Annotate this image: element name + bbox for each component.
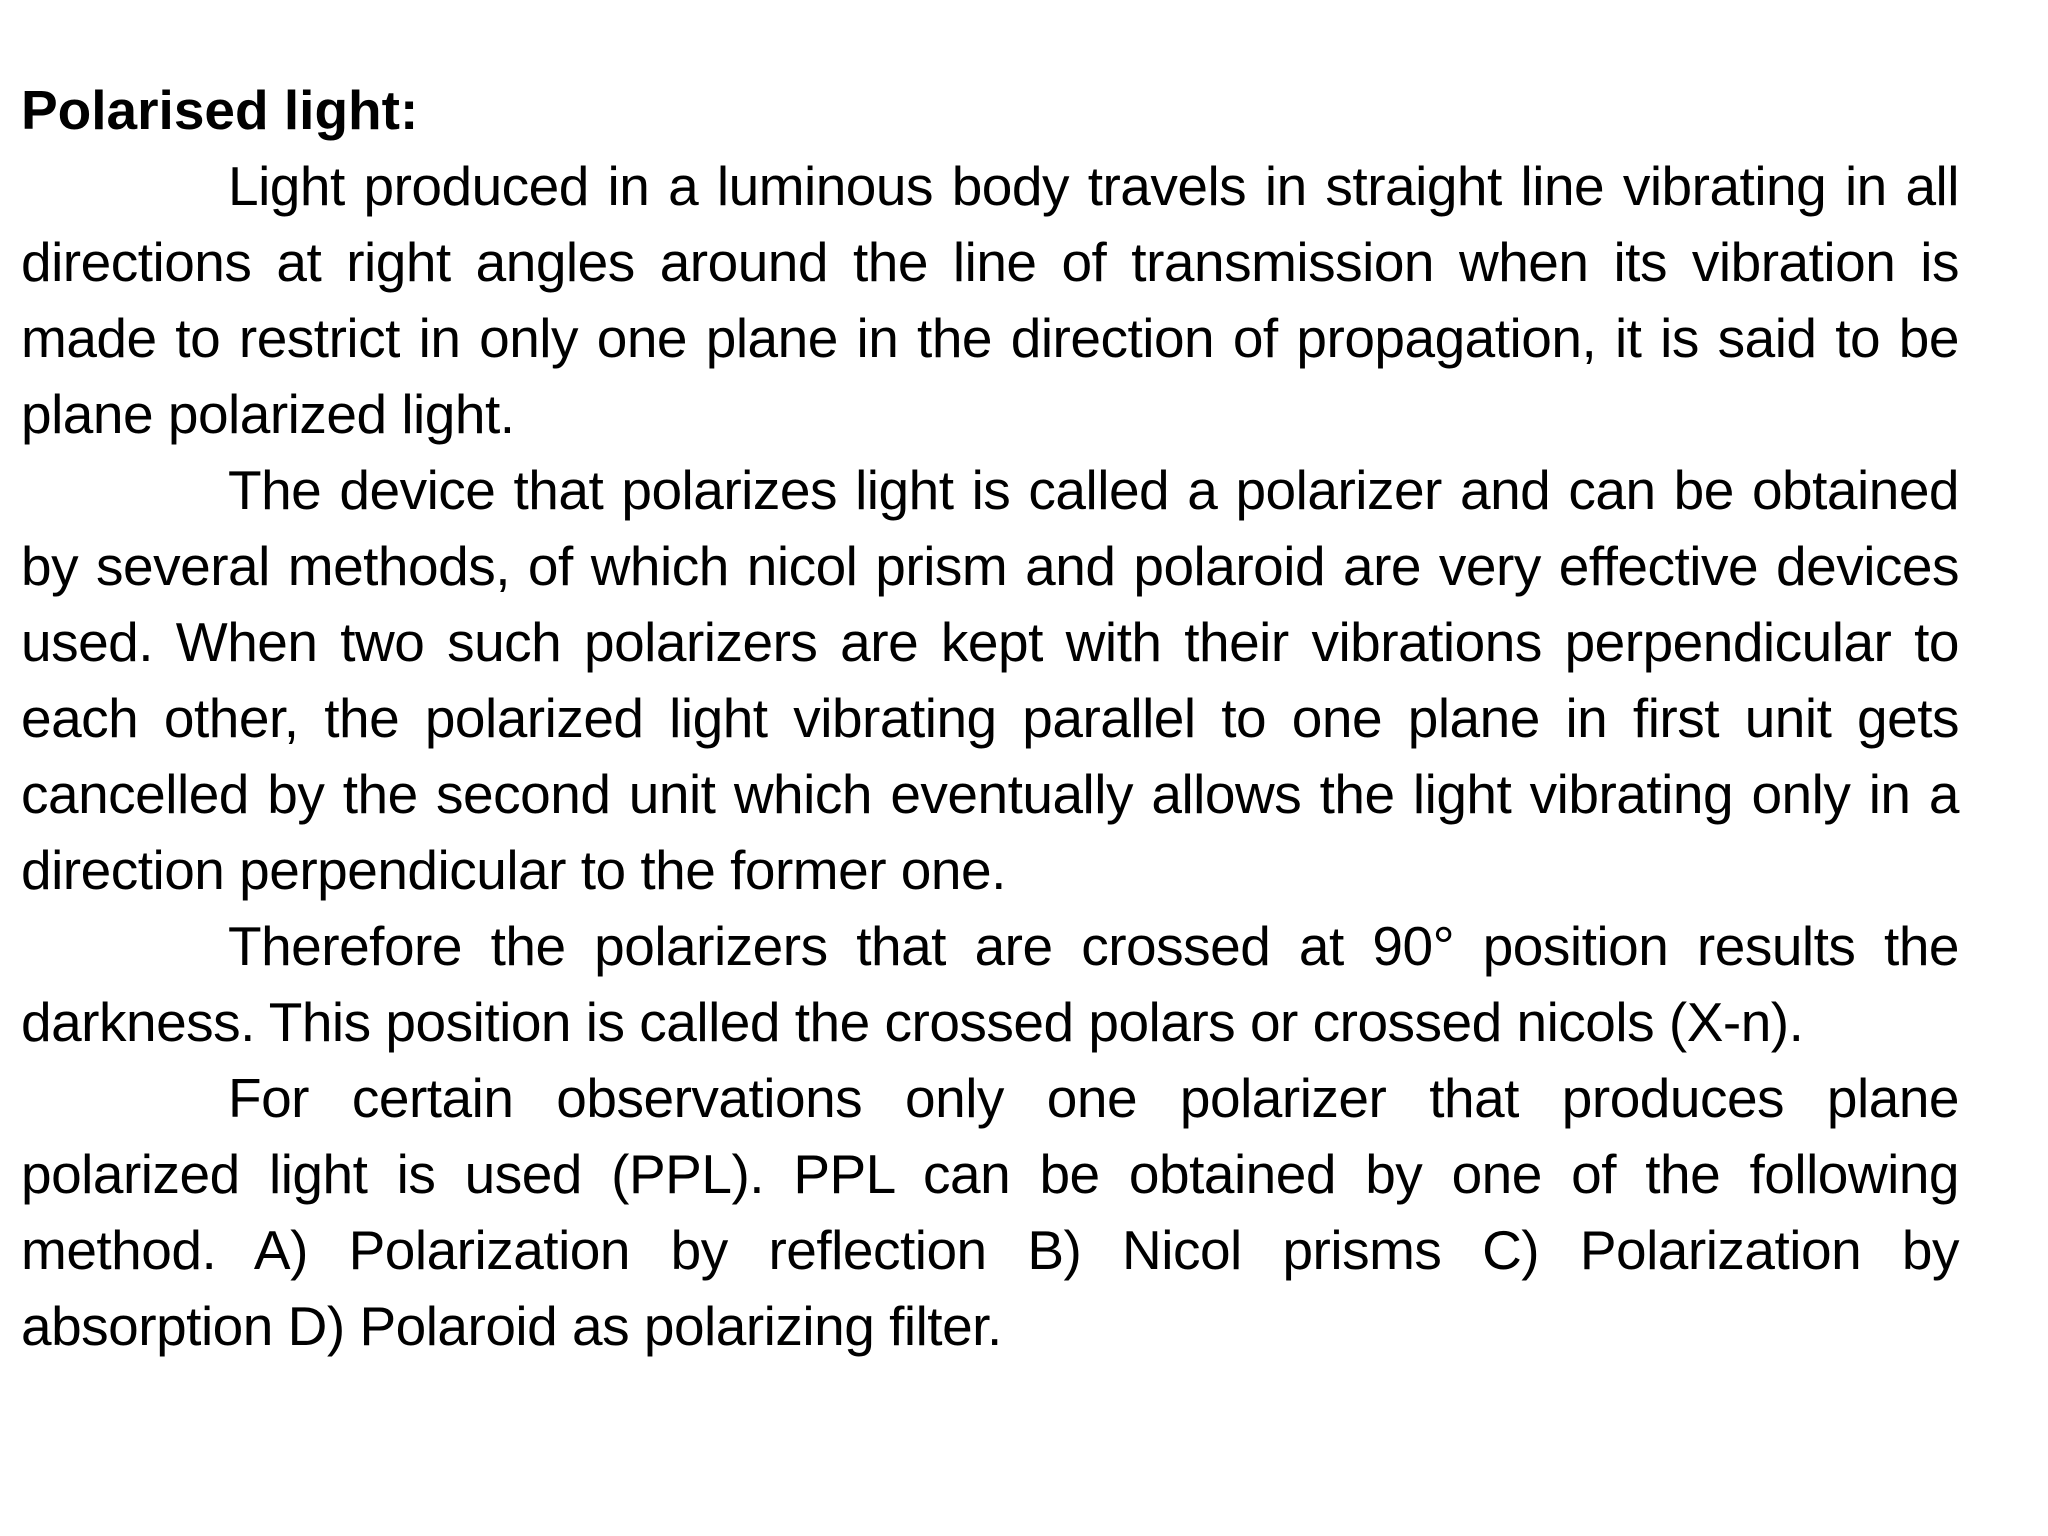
paragraph-light-propagation: Light produced in a luminous body travels in straight line vibrating in all directions at right angles around the line of transmission when its vibration is made to restrict in only one plane in the direction of propagation, it is said to be plane polarized light. xyxy=(21,155,1959,445)
paragraph-crossed-polars: Therefore the polarizers that are crossed at 90° position results the darkness. This position is called the crossed polars or crossed nicols (X-n). xyxy=(21,915,1959,1053)
document-page xyxy=(21,72,1959,1364)
paragraph-ppl-methods: For certain observations only one polarizer that produces plane polarized light is used (PPL). PPL can be obtained by one of the following method. A) Polarization by reflection B) Nicol prisms C) Polarization by absorption D) Polaroid as polarizing filter. xyxy=(21,1067,1959,1357)
section-heading: Polarised light: xyxy=(21,79,419,141)
paragraph-polarizer-devices: The device that polarizes light is called a polarizer and can be obtained by several methods, of which nicol prism and polaroid are very effective devices used. When two such polarizers are kept with their vibrations perpendicular to each other, the polarized light vibrating parallel to one plane in first unit gets cancelled by the second unit which eventually allows the light vibrating only in a direction perpendicular to the former one. xyxy=(21,459,1959,901)
